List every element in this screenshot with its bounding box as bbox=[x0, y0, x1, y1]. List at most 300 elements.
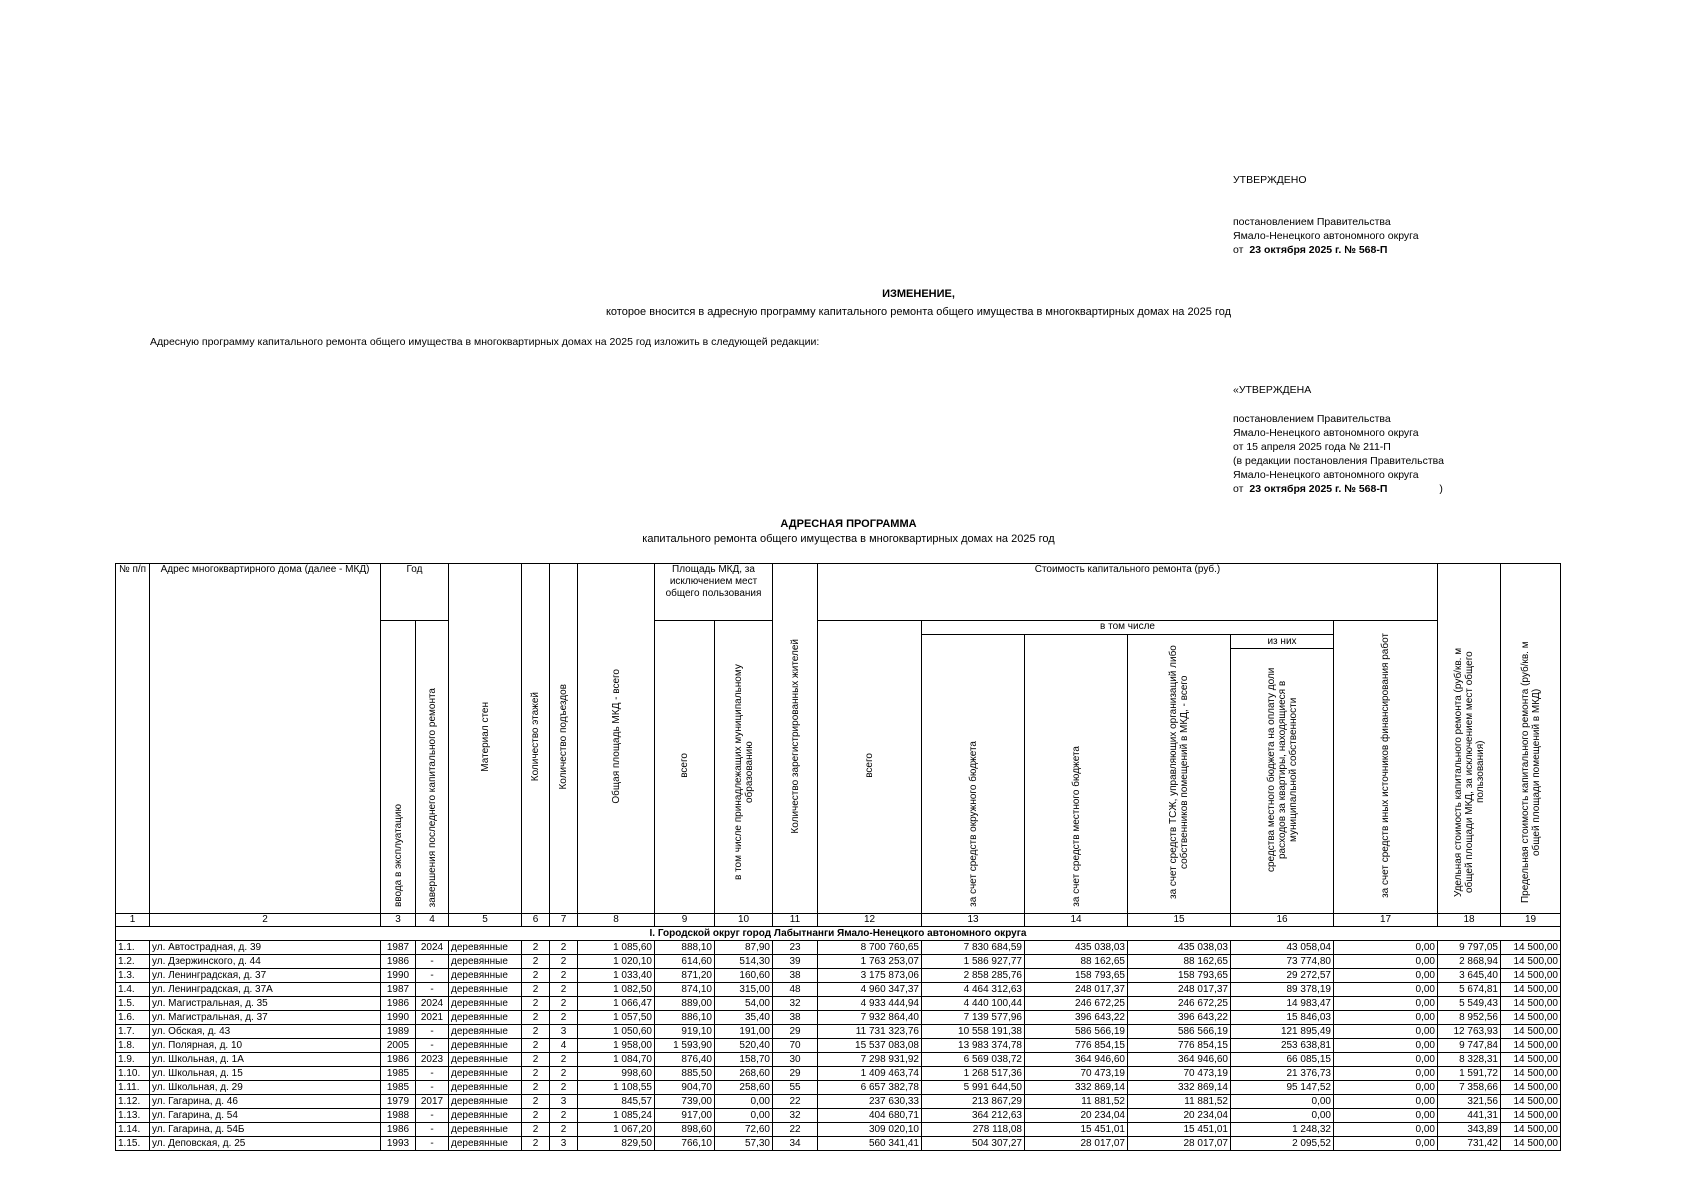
cell-floors: 2 bbox=[522, 1025, 550, 1039]
cell-wall-material: деревянные bbox=[449, 1081, 522, 1095]
cell-cost-other: 0,00 bbox=[1334, 969, 1438, 983]
cell-year-commission: 1993 bbox=[381, 1137, 416, 1151]
cell-cost-other: 0,00 bbox=[1334, 983, 1438, 997]
cell-cost-district: 504 307,27 bbox=[922, 1137, 1025, 1151]
cell-max-cost: 14 500,00 bbox=[1501, 1137, 1561, 1151]
cell-address: ул. Магистральная, д. 35 bbox=[150, 997, 381, 1011]
cell-cost-local: 88 162,65 bbox=[1025, 955, 1128, 969]
cell-total-area: 1 020,10 bbox=[578, 955, 655, 969]
header-num: № п/п bbox=[116, 564, 150, 914]
cell-cost-owners: 332 869,14 bbox=[1128, 1081, 1231, 1095]
cell-area-municipal: 258,60 bbox=[715, 1081, 773, 1095]
cell-total-area: 1 085,24 bbox=[578, 1109, 655, 1123]
cell-row-number: 1.11. bbox=[116, 1081, 150, 1095]
cell-wall-material: деревянные bbox=[449, 1025, 522, 1039]
cell-max-cost: 14 500,00 bbox=[1501, 1095, 1561, 1109]
cell-cost-total: 7 298 931,92 bbox=[818, 1053, 922, 1067]
cell-entrances: 2 bbox=[550, 955, 578, 969]
approval2-line-4: (в редакции постановления Правительства bbox=[1233, 455, 1444, 467]
cell-year-commission: 1979 bbox=[381, 1095, 416, 1109]
cell-cost-local-share: 0,00 bbox=[1231, 1109, 1334, 1123]
table-row bbox=[116, 955, 1561, 969]
cell-cost-total: 237 630,33 bbox=[818, 1095, 922, 1109]
cell-unit-cost: 9 747,84 bbox=[1438, 1039, 1501, 1053]
cell-entrances: 2 bbox=[550, 1109, 578, 1123]
cell-residents: 70 bbox=[773, 1039, 818, 1053]
cell-floors: 2 bbox=[522, 955, 550, 969]
column-number: 17 bbox=[1334, 914, 1438, 927]
cell-unit-cost: 7 358,66 bbox=[1438, 1081, 1501, 1095]
cell-cost-local-share: 43 058,04 bbox=[1231, 941, 1334, 955]
cell-cost-district: 2 858 285,76 bbox=[922, 969, 1025, 983]
cell-area-total: 871,20 bbox=[655, 969, 715, 983]
cell-area-municipal: 57,30 bbox=[715, 1137, 773, 1151]
cell-year-last-repair: - bbox=[416, 1025, 449, 1039]
cell-cost-local-share: 14 983,47 bbox=[1231, 997, 1334, 1011]
cell-cost-owners: 70 473,19 bbox=[1128, 1067, 1231, 1081]
cell-cost-local-share: 121 895,49 bbox=[1231, 1025, 1334, 1039]
cell-unit-cost: 2 868,94 bbox=[1438, 955, 1501, 969]
cell-year-last-repair: - bbox=[416, 955, 449, 969]
cell-cost-local: 586 566,19 bbox=[1025, 1025, 1128, 1039]
cell-row-number: 1.4. bbox=[116, 983, 150, 997]
cell-address: ул. Полярная, д. 10 bbox=[150, 1039, 381, 1053]
cell-address: ул. Школьная, д. 1А bbox=[150, 1053, 381, 1067]
cell-row-number: 1.14. bbox=[116, 1123, 150, 1137]
cell-cost-local-share: 89 378,19 bbox=[1231, 983, 1334, 997]
cell-area-municipal: 87,90 bbox=[715, 941, 773, 955]
cell-cost-local-share: 0,00 bbox=[1231, 1095, 1334, 1109]
cell-address: ул. Ленинградская, д. 37 bbox=[150, 969, 381, 983]
cell-residents: 30 bbox=[773, 1053, 818, 1067]
header-wall-material: Материал стен bbox=[449, 564, 522, 914]
cell-wall-material: деревянные bbox=[449, 941, 522, 955]
cell-cost-local: 70 473,19 bbox=[1025, 1067, 1128, 1081]
cell-cost-other: 0,00 bbox=[1334, 1067, 1438, 1081]
header-residents: Количество зарегистрированных жителей bbox=[773, 564, 818, 914]
cell-cost-district: 4 440 100,44 bbox=[922, 997, 1025, 1011]
cell-year-last-repair: - bbox=[416, 1137, 449, 1151]
cell-cost-total: 4 960 347,37 bbox=[818, 983, 922, 997]
cell-unit-cost: 5 674,81 bbox=[1438, 983, 1501, 997]
cell-max-cost: 14 500,00 bbox=[1501, 941, 1561, 955]
cell-cost-owners: 364 946,60 bbox=[1128, 1053, 1231, 1067]
column-number: 11 bbox=[773, 914, 818, 927]
cell-area-total: 919,10 bbox=[655, 1025, 715, 1039]
cell-floors: 2 bbox=[522, 997, 550, 1011]
cell-cost-local: 435 038,03 bbox=[1025, 941, 1128, 955]
cell-year-commission: 1986 bbox=[381, 955, 416, 969]
cell-max-cost: 14 500,00 bbox=[1501, 1025, 1561, 1039]
approval2-line-1: постановлением Правительства bbox=[1233, 413, 1391, 425]
approval2-heading: «УТВЕРЖДЕНА bbox=[1233, 384, 1312, 396]
cell-cost-other: 0,00 bbox=[1334, 1081, 1438, 1095]
cell-cost-total: 404 680,71 bbox=[818, 1109, 922, 1123]
cell-area-total: 904,70 bbox=[655, 1081, 715, 1095]
cell-unit-cost: 12 763,93 bbox=[1438, 1025, 1501, 1039]
column-number: 12 bbox=[818, 914, 922, 927]
change-title: ИЗМЕНЕНИЕ, bbox=[882, 288, 955, 300]
approval-heading: УТВЕРЖДЕНО bbox=[1233, 174, 1307, 186]
program-subtitle: капитального ремонта общего имущества в многоквартирных домах на 2025 год bbox=[642, 533, 1055, 545]
table-row bbox=[116, 941, 1561, 955]
cell-cost-district: 1 586 927,77 bbox=[922, 955, 1025, 969]
approval2-line-3: от 15 апреля 2025 года № 211-П bbox=[1233, 441, 1391, 453]
table-row bbox=[116, 1039, 1561, 1053]
cell-entrances: 2 bbox=[550, 1123, 578, 1137]
cell-area-total: 886,10 bbox=[655, 1011, 715, 1025]
cell-cost-local: 158 793,65 bbox=[1025, 969, 1128, 983]
cell-cost-district: 7 830 684,59 bbox=[922, 941, 1025, 955]
cell-total-area: 1 085,60 bbox=[578, 941, 655, 955]
header-area-municipal: в том числе принадлежащих муниципальному образованию bbox=[715, 621, 773, 914]
approval-block bbox=[1233, 215, 1419, 257]
cell-cost-other: 0,00 bbox=[1334, 1011, 1438, 1025]
cell-area-total: 614,60 bbox=[655, 955, 715, 969]
cell-cost-local-share: 2 095,52 bbox=[1231, 1137, 1334, 1151]
cell-cost-owners: 396 643,22 bbox=[1128, 1011, 1231, 1025]
cell-year-commission: 1987 bbox=[381, 941, 416, 955]
cell-cost-local: 246 672,25 bbox=[1025, 997, 1128, 1011]
table-row bbox=[116, 997, 1561, 1011]
cell-year-commission: 1986 bbox=[381, 1053, 416, 1067]
cell-address: ул. Школьная, д. 29 bbox=[150, 1081, 381, 1095]
cell-row-number: 1.3. bbox=[116, 969, 150, 983]
cell-year-commission: 1990 bbox=[381, 969, 416, 983]
section-row bbox=[116, 927, 1561, 941]
cell-year-last-repair: 2023 bbox=[416, 1053, 449, 1067]
cell-cost-district: 13 983 374,78 bbox=[922, 1039, 1025, 1053]
cell-cost-other: 0,00 bbox=[1334, 1039, 1438, 1053]
cell-row-number: 1.10. bbox=[116, 1067, 150, 1081]
cell-wall-material: деревянные bbox=[449, 955, 522, 969]
cell-total-area: 1 108,55 bbox=[578, 1081, 655, 1095]
cell-cost-total: 15 537 083,08 bbox=[818, 1039, 922, 1053]
column-number: 9 bbox=[655, 914, 715, 927]
header-incl: в том числе bbox=[922, 621, 1334, 635]
cell-entrances: 2 bbox=[550, 969, 578, 983]
cell-address: ул. Магистральная, д. 37 bbox=[150, 1011, 381, 1025]
cell-year-last-repair: - bbox=[416, 1067, 449, 1081]
cell-cost-owners: 246 672,25 bbox=[1128, 997, 1231, 1011]
cell-cost-local: 332 869,14 bbox=[1025, 1081, 1128, 1095]
cell-cost-other: 0,00 bbox=[1334, 941, 1438, 955]
cell-entrances: 3 bbox=[550, 1137, 578, 1151]
cell-cost-local: 364 946,60 bbox=[1025, 1053, 1128, 1067]
column-number: 14 bbox=[1025, 914, 1128, 927]
table-row bbox=[116, 1053, 1561, 1067]
cell-total-area: 1 057,50 bbox=[578, 1011, 655, 1025]
cell-entrances: 3 bbox=[550, 1025, 578, 1039]
cell-cost-owners: 15 451,01 bbox=[1128, 1123, 1231, 1137]
cell-cost-total: 11 731 323,76 bbox=[818, 1025, 922, 1039]
cell-residents: 48 bbox=[773, 983, 818, 997]
header-cost-group: Стоимость капитального ремонта (руб.) bbox=[818, 564, 1438, 621]
header-cost-total: всего bbox=[818, 621, 922, 914]
cell-entrances: 2 bbox=[550, 983, 578, 997]
cell-cost-district: 278 118,08 bbox=[922, 1123, 1025, 1137]
cell-entrances: 2 bbox=[550, 1011, 578, 1025]
cell-cost-other: 0,00 bbox=[1334, 1025, 1438, 1039]
cell-unit-cost: 5 549,43 bbox=[1438, 997, 1501, 1011]
cell-cost-district: 213 867,29 bbox=[922, 1095, 1025, 1109]
cell-area-municipal: 54,00 bbox=[715, 997, 773, 1011]
column-number: 6 bbox=[522, 914, 550, 927]
change-instruction: Адресную программу капитального ремонта общего имущества в многоквартирных домах на 2025 год изложить в следующей редакции: bbox=[150, 336, 820, 348]
header-unit-cost: Удельная стоимость капитального ремонта (руб/кв. м общей площади МКД, за исключением мест общего пользования) bbox=[1438, 564, 1501, 914]
cell-row-number: 1.8. bbox=[116, 1039, 150, 1053]
cell-residents: 38 bbox=[773, 1011, 818, 1025]
cell-address: ул. Дзержинского, д. 44 bbox=[150, 955, 381, 969]
cell-cost-local: 248 017,37 bbox=[1025, 983, 1128, 997]
cell-unit-cost: 3 645,40 bbox=[1438, 969, 1501, 983]
column-number: 1 bbox=[116, 914, 150, 927]
cell-area-municipal: 268,60 bbox=[715, 1067, 773, 1081]
cell-year-commission: 1988 bbox=[381, 1109, 416, 1123]
cell-area-total: 874,10 bbox=[655, 983, 715, 997]
cell-wall-material: деревянные bbox=[449, 1053, 522, 1067]
cell-residents: 29 bbox=[773, 1025, 818, 1039]
cell-address: ул. Школьная, д. 15 bbox=[150, 1067, 381, 1081]
cell-wall-material: деревянные bbox=[449, 1123, 522, 1137]
cell-residents: 39 bbox=[773, 955, 818, 969]
program-title: АДРЕСНАЯ ПРОГРАММА bbox=[780, 518, 917, 530]
cell-address: ул. Обская, д. 43 bbox=[150, 1025, 381, 1039]
cell-entrances: 2 bbox=[550, 941, 578, 955]
cell-cost-local-share: 95 147,52 bbox=[1231, 1081, 1334, 1095]
cell-area-municipal: 315,00 bbox=[715, 983, 773, 997]
cell-unit-cost: 1 591,72 bbox=[1438, 1067, 1501, 1081]
cell-cost-district: 6 569 038,72 bbox=[922, 1053, 1025, 1067]
header-cost-local-share: средства местного бюджета на оплату доли расходов за квартиры, находящиеся в муниципальной собственности bbox=[1265, 667, 1299, 873]
cell-total-area: 998,60 bbox=[578, 1067, 655, 1081]
cell-cost-other: 0,00 bbox=[1334, 997, 1438, 1011]
approval2-date-line bbox=[1233, 482, 1444, 496]
header-address: Адрес многоквартирного дома (далее - МКД) bbox=[150, 564, 381, 914]
cell-cost-total: 1 763 253,07 bbox=[818, 955, 922, 969]
cell-cost-local: 15 451,01 bbox=[1025, 1123, 1128, 1137]
cell-year-commission: 1987 bbox=[381, 983, 416, 997]
cell-wall-material: деревянные bbox=[449, 997, 522, 1011]
cell-cost-local-share: 21 376,73 bbox=[1231, 1067, 1334, 1081]
cell-year-last-repair: - bbox=[416, 983, 449, 997]
cell-area-municipal: 160,60 bbox=[715, 969, 773, 983]
header-year-last-repair: завершения последнего капитального ремонта bbox=[416, 621, 449, 914]
cell-cost-owners: 28 017,07 bbox=[1128, 1137, 1231, 1151]
cell-year-commission: 1985 bbox=[381, 1081, 416, 1095]
cell-residents: 55 bbox=[773, 1081, 818, 1095]
cell-wall-material: деревянные bbox=[449, 1039, 522, 1053]
cell-total-area: 1 050,60 bbox=[578, 1025, 655, 1039]
cell-cost-district: 4 464 312,63 bbox=[922, 983, 1025, 997]
table-row bbox=[116, 1095, 1561, 1109]
cell-unit-cost: 343,89 bbox=[1438, 1123, 1501, 1137]
table-row bbox=[116, 1081, 1561, 1095]
cell-total-area: 845,57 bbox=[578, 1095, 655, 1109]
cell-area-municipal: 158,70 bbox=[715, 1053, 773, 1067]
cell-address: ул. Гагарина, д. 46 bbox=[150, 1095, 381, 1109]
cell-year-last-repair: - bbox=[416, 969, 449, 983]
cell-wall-material: деревянные bbox=[449, 1067, 522, 1081]
cell-cost-district: 364 212,63 bbox=[922, 1109, 1025, 1123]
cell-area-municipal: 35,40 bbox=[715, 1011, 773, 1025]
cell-floors: 2 bbox=[522, 1095, 550, 1109]
cell-cost-district: 10 558 191,38 bbox=[922, 1025, 1025, 1039]
cell-unit-cost: 441,31 bbox=[1438, 1109, 1501, 1123]
cell-residents: 29 bbox=[773, 1067, 818, 1081]
change-subtitle: которое вносится в адресную программу капитального ремонта общего имущества в многоквартирных домах на 2025 год bbox=[605, 306, 1232, 318]
header-cost-owners: за счет средств ТСЖ, управляющих организаций либо собственников помещений в МКД, - всего bbox=[1128, 635, 1231, 914]
cell-cost-other: 0,00 bbox=[1334, 1137, 1438, 1151]
cell-area-total: 1 593,90 bbox=[655, 1039, 715, 1053]
cell-address: ул. Ленинградская, д. 37А bbox=[150, 983, 381, 997]
cell-wall-material: деревянные bbox=[449, 969, 522, 983]
cell-cost-owners: 435 038,03 bbox=[1128, 941, 1231, 955]
column-number: 4 bbox=[416, 914, 449, 927]
cell-entrances: 3 bbox=[550, 1095, 578, 1109]
approval-date-line bbox=[1233, 243, 1419, 257]
approval-from: от bbox=[1233, 244, 1244, 256]
column-number: 16 bbox=[1231, 914, 1334, 927]
cell-wall-material: деревянные bbox=[449, 1137, 522, 1151]
cell-entrances: 2 bbox=[550, 1081, 578, 1095]
column-number: 2 bbox=[150, 914, 381, 927]
cell-floors: 2 bbox=[522, 983, 550, 997]
cell-entrances: 4 bbox=[550, 1039, 578, 1053]
approval2-line-2: Ямало-Ненецкого автономного округа bbox=[1233, 427, 1419, 439]
cell-cost-other: 0,00 bbox=[1334, 1095, 1438, 1109]
cell-floors: 2 bbox=[522, 1053, 550, 1067]
cell-entrances: 2 bbox=[550, 1067, 578, 1081]
cell-year-commission: 1986 bbox=[381, 1123, 416, 1137]
cell-floors: 2 bbox=[522, 941, 550, 955]
cell-area-municipal: 191,00 bbox=[715, 1025, 773, 1039]
cell-area-municipal: 0,00 bbox=[715, 1095, 773, 1109]
cell-cost-total: 309 020,10 bbox=[818, 1123, 922, 1137]
cell-cost-owners: 248 017,37 bbox=[1128, 983, 1231, 997]
column-number: 7 bbox=[550, 914, 578, 927]
header-entrances: Количество подъездов bbox=[550, 564, 578, 914]
cell-area-municipal: 514,30 bbox=[715, 955, 773, 969]
cell-wall-material: деревянные bbox=[449, 1095, 522, 1109]
cell-unit-cost: 8 328,31 bbox=[1438, 1053, 1501, 1067]
header-max-cost: Предельная стоимость капитального ремонта (руб/кв. м общей площади помещений в МКД) bbox=[1501, 564, 1561, 914]
cell-row-number: 1.7. bbox=[116, 1025, 150, 1039]
cell-year-last-repair: 2024 bbox=[416, 997, 449, 1011]
cell-cost-district: 5 991 644,50 bbox=[922, 1081, 1025, 1095]
cell-unit-cost: 731,42 bbox=[1438, 1137, 1501, 1151]
cell-year-last-repair: 2021 bbox=[416, 1011, 449, 1025]
cell-cost-other: 0,00 bbox=[1334, 1109, 1438, 1123]
cell-total-area: 1 066,47 bbox=[578, 997, 655, 1011]
cell-total-area: 1 082,50 bbox=[578, 983, 655, 997]
address-program-table bbox=[115, 563, 1561, 1151]
cell-cost-owners: 11 881,52 bbox=[1128, 1095, 1231, 1109]
cell-max-cost: 14 500,00 bbox=[1501, 955, 1561, 969]
cell-cost-local-share: 1 248,32 bbox=[1231, 1123, 1334, 1137]
table-row bbox=[116, 983, 1561, 997]
header-of-which-cell bbox=[1231, 635, 1334, 914]
column-number: 5 bbox=[449, 914, 522, 927]
cell-cost-district: 7 139 577,96 bbox=[922, 1011, 1025, 1025]
cell-wall-material: деревянные bbox=[449, 1109, 522, 1123]
cell-address: ул. Гагарина, д. 54Б bbox=[150, 1123, 381, 1137]
cell-cost-local: 776 854,15 bbox=[1025, 1039, 1128, 1053]
cell-row-number: 1.2. bbox=[116, 955, 150, 969]
header-cost-district: за счет средств окружного бюджета bbox=[922, 635, 1025, 914]
cell-total-area: 829,50 bbox=[578, 1137, 655, 1151]
cell-cost-owners: 586 566,19 bbox=[1128, 1025, 1231, 1039]
cell-cost-local-share: 15 846,03 bbox=[1231, 1011, 1334, 1025]
cell-entrances: 2 bbox=[550, 997, 578, 1011]
approval-line-1: постановлением Правительства bbox=[1233, 216, 1391, 228]
cell-cost-local: 28 017,07 bbox=[1025, 1137, 1128, 1151]
table-row bbox=[116, 969, 1561, 983]
cell-row-number: 1.6. bbox=[116, 1011, 150, 1025]
cell-residents: 22 bbox=[773, 1095, 818, 1109]
cell-address: ул. Деповская, д. 25 bbox=[150, 1137, 381, 1151]
cell-area-total: 766,10 bbox=[655, 1137, 715, 1151]
cell-floors: 2 bbox=[522, 1123, 550, 1137]
cell-cost-total: 3 175 873,06 bbox=[818, 969, 922, 983]
cell-unit-cost: 8 952,56 bbox=[1438, 1011, 1501, 1025]
section-title: I. Городской округ город Лабытнанги Ямало-Ненецкого автономного округа bbox=[116, 927, 1561, 941]
cell-area-municipal: 0,00 bbox=[715, 1109, 773, 1123]
cell-max-cost: 14 500,00 bbox=[1501, 1053, 1561, 1067]
cell-row-number: 1.9. bbox=[116, 1053, 150, 1067]
cell-cost-other: 0,00 bbox=[1334, 1123, 1438, 1137]
cell-max-cost: 14 500,00 bbox=[1501, 1011, 1561, 1025]
column-number: 15 bbox=[1128, 914, 1231, 927]
cell-residents: 32 bbox=[773, 997, 818, 1011]
cell-cost-total: 8 700 760,65 bbox=[818, 941, 922, 955]
cell-cost-local-share: 29 272,57 bbox=[1231, 969, 1334, 983]
cell-cost-total: 1 409 463,74 bbox=[818, 1067, 922, 1081]
table-row bbox=[116, 1109, 1561, 1123]
cell-max-cost: 14 500,00 bbox=[1501, 1123, 1561, 1137]
column-number: 13 bbox=[922, 914, 1025, 927]
cell-total-area: 1 084,70 bbox=[578, 1053, 655, 1067]
cell-floors: 2 bbox=[522, 1081, 550, 1095]
column-number: 19 bbox=[1501, 914, 1561, 927]
cell-cost-local: 396 643,22 bbox=[1025, 1011, 1128, 1025]
header-year: Год bbox=[381, 564, 449, 621]
cell-entrances: 2 bbox=[550, 1053, 578, 1067]
header-floors: Количество этажей bbox=[522, 564, 550, 914]
cell-cost-total: 560 341,41 bbox=[818, 1137, 922, 1151]
cell-row-number: 1.5. bbox=[116, 997, 150, 1011]
cell-area-total: 898,60 bbox=[655, 1123, 715, 1137]
cell-row-number: 1.13. bbox=[116, 1109, 150, 1123]
cell-residents: 23 bbox=[773, 941, 818, 955]
cell-max-cost: 14 500,00 bbox=[1501, 1039, 1561, 1053]
cell-area-municipal: 520,40 bbox=[715, 1039, 773, 1053]
cell-year-last-repair: - bbox=[416, 1123, 449, 1137]
approval2-from: от bbox=[1233, 483, 1244, 495]
cell-year-commission: 2005 bbox=[381, 1039, 416, 1053]
cell-total-area: 1 958,00 bbox=[578, 1039, 655, 1053]
header-cost-local: за счет средств местного бюджета bbox=[1025, 635, 1128, 914]
table-row bbox=[116, 1137, 1561, 1151]
cell-year-commission: 1986 bbox=[381, 997, 416, 1011]
cell-cost-local-share: 66 085,15 bbox=[1231, 1053, 1334, 1067]
cell-wall-material: деревянные bbox=[449, 983, 522, 997]
cell-residents: 34 bbox=[773, 1137, 818, 1151]
cell-max-cost: 14 500,00 bbox=[1501, 983, 1561, 997]
cell-residents: 22 bbox=[773, 1123, 818, 1137]
cell-max-cost: 14 500,00 bbox=[1501, 1081, 1561, 1095]
cell-residents: 32 bbox=[773, 1109, 818, 1123]
